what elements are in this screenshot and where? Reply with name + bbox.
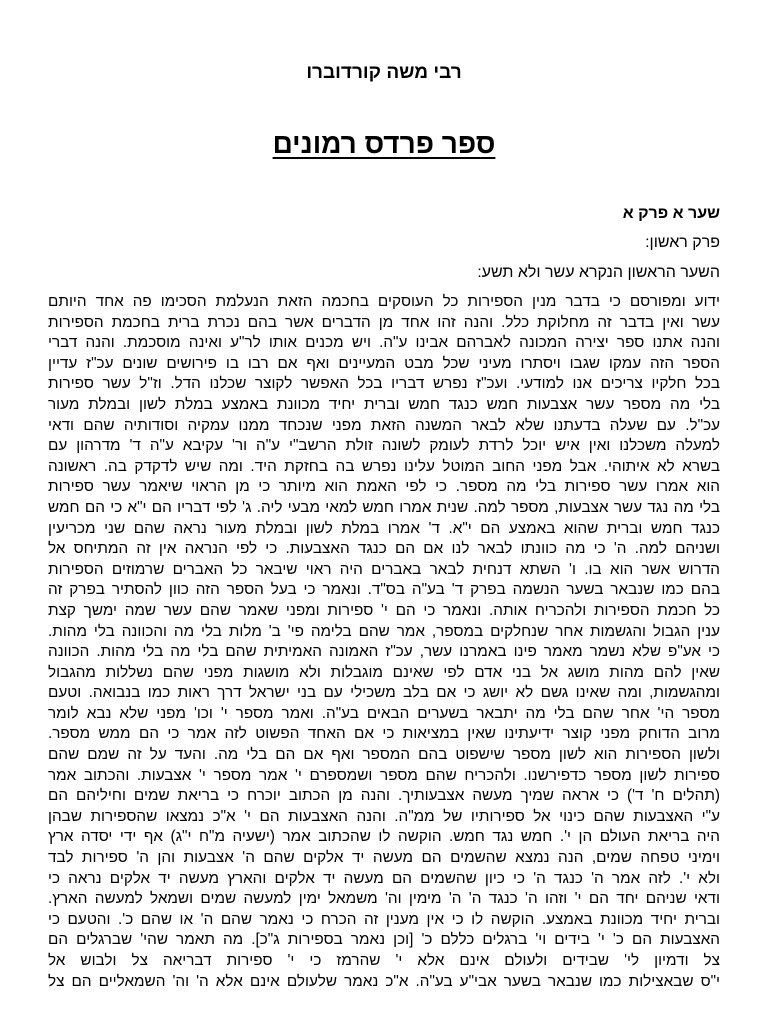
body-line: בלי מה מספר עשר אצבעות חמש כנגד חמש וברית יחיד מכוונת באמצע במלת לשון ובמלת מעור bbox=[48, 395, 720, 413]
body-line: למעלה משכלנו ואין איש יוכל לרדת לעומק לשונה זולת הרשב"י ע"ה ור' עקיבא ע"ה ד' מדרהון עם bbox=[48, 437, 720, 455]
body-line: כנגד חמש וברית שהוא באמצע הם י"א. ד' אמרו במלת לשון ובמלת מעור נראה שהם שני מכריעין bbox=[48, 519, 720, 537]
body-line: הדרוש אשר הוא בו. ו' השתא דנחית לבאר באברים היה ראוי שיבאר כל האברים שרמוזים הספירות bbox=[48, 560, 720, 578]
body-line: הספר הזה עמקו שגבו ויסתרו מעיני שכל מבט המעיינים ואף אם רבו בו פירושים שונים עכ"ז עדיין bbox=[48, 354, 720, 372]
body-line: ענין הגבול והגשמות אחר שנחלקים במספר, אמר שהם בלימה פי' ב' מלות בלי מה והכוונה בלי מהות. bbox=[48, 622, 720, 640]
body-paragraph bbox=[48, 292, 720, 992]
body-line: ידוע ומפורסם כי בדבר מנין הספירות כל העוסקים בחכמה הזאת הנעלמת הסכימו פה אחד היותם bbox=[48, 293, 720, 310]
body-line: ודאי שניהם יחד הם י' וזהו ה' כנגד ה' ה' מימין וה' משמאל ימין למעשה שמים ושמאל למעשה הארץ. bbox=[48, 890, 720, 908]
body-line: וברית יחיד מכוונת באמצע. הוקשה לו כי אין מענין זה הכרח כי נאמר שהם ה' או שהם כ'. והטעם כי bbox=[48, 910, 720, 928]
book-title: ספר פרדס רמונים bbox=[272, 128, 496, 159]
body-line: בלי מה נגד עשר אצבעות, מספר למה. שנית אמרו חמש למאי מבעי ליה. ג' לפי דבריו הם י"א כי הם חמש bbox=[48, 498, 720, 516]
body-line: בהם כמו שנבאר בשער הנשמה בפרק ד' בע"ה בס"ד. ונאמר כי בעל הספר הזה כוון להסתיר בפרק זה bbox=[48, 581, 720, 599]
body-line: וימיני טפחה שמים, הנה נמצא שהשמים הם מעשה יד אלקים שהם ה' אצבעות והן ה' ספירות לבד bbox=[48, 849, 720, 867]
gate-heading: שער א פרק א bbox=[622, 205, 720, 222]
chapter-label: פרק ראשון: bbox=[645, 234, 720, 251]
body-line: (תהלים ח' ד') כי אראה שמיך מעשה אצבעותיך. והנה מן הכתוב יוכרח כי בריאת שמים וחיליהם הם bbox=[48, 787, 720, 805]
body-line: שאין להם מהות מושג אל בני אדם לפי שאינם מוגבלות ולא מושגות מפני שהם נשללות מהגבול bbox=[48, 663, 720, 681]
body-line: עשר ואין בדבר זה מחלוקת כלל. והנה זהו אחד מן הדברים אשר בהם נכרת ברית בחכמת הספירות bbox=[48, 313, 720, 331]
body-line: ולא י'. לזה אמר ה' כנגד ה' כי כיון שהשמים הם מעשה יד אלקים והארץ מעשה יד אלקים נראה כי bbox=[48, 869, 720, 887]
body-line: היה בריאת העולם הן י'. חמש נגד חמש. הוקשה לו שהכתוב אמר (ישעיה מ"ח י"ג) אף ידי יסדה ארץ bbox=[48, 828, 720, 846]
body-line: הוא אמרו עשר ספירות בלי מה מספר. כי לפי האמת הוא מיותר כי מן הראוי שיאמר עשר ספירות bbox=[48, 478, 720, 496]
body-line: עכ"ל. עם שעלה בדעתנו שלא לבאר המשנה הזאת מפני שנכחד ממנו עמקיה וסודותיה שהם ודאי bbox=[48, 416, 720, 434]
author-heading: רבי משה קורדוברו bbox=[306, 62, 462, 83]
body-line: בכל חלקיו צריכים אנו למודעי. ועכ"ז נפרש דבריו בכל האפשר לקוצר שכלנו הדל. וז"ל עשר ספירות bbox=[48, 375, 720, 393]
body-line: והנה אתנו ספר יצירה המכונה לאברהם אבינו ע"ה. ויש מכנים אותו לר"ע ואינה מוסכמת. והנה דברי bbox=[48, 334, 720, 352]
body-line: מרוב הדוחק מפני קוצר ידיעתינו שאין במציאות כי אם האחד הפשוט לזה אמר כי הם ממש מספר. bbox=[48, 725, 720, 743]
body-line: י"ס שבאצילות כמו שנבאר בשער אבי"ע בע"ה. א"כ נאמר שלעולם אינם אלא ה' וה' השמאליים הם צל bbox=[48, 972, 720, 990]
body-line: בשרא לא איתוהי. אבל מפני החוב המוטל עלינו נפרש בה בחזקת היד. ומה שיש לדקדק בה. ראשונה bbox=[48, 457, 720, 475]
body-line: כי אע"פ שלא נשמר מאמר פינו באמרנו עשר, עכ"ז האמונה האמיתית שהם בלי מה בלי מהות. הכוונה bbox=[48, 643, 720, 661]
body-line: ושניהם למה. ה' כי מה כוונתו לבאר לנו אם הם כנגד האצבעות. כי לפי הנראה אין זה המתיחס אל bbox=[48, 540, 720, 558]
body-line: האצבעות הם כ' י' בידים וי' ברגלים כללם כ' [וכן נאמר בספירות ג"כ]. מה תאמר שהי' שברגלים הם bbox=[48, 931, 720, 949]
body-line: ומהגשמות, ומה שאינו גשם לא יושג כי אם בלב משכילי עם בני ישראל דרך ראות כמו בנבואה. וטעם bbox=[48, 684, 720, 702]
gate-intro: השער הראשון הנקרא עשר ולא תשע: bbox=[477, 264, 720, 281]
gate-section bbox=[48, 202, 720, 992]
body-line: מספר הי' אחר שהם בלי מה יתבאר בשערים הבאים בע"ה. ואמר מספר י' וכו' מפני שלא נבא לומר bbox=[48, 704, 720, 722]
body-line: ע"י האצבעות שהם כינוי אל ספירותיו של ממ"ה. והנה האצבעות הם י' א"כ נמצאו שהספירות שבהן bbox=[48, 807, 720, 825]
body-line: צל ודמיון לי' שבידים ולעולם אינם אלא י' שהרמז כי י' ספירות דבריאה צל ולבוש אל bbox=[48, 952, 720, 969]
body-line: ספירות לשון מספר כדפירשנו. ולהכריח שהם מספר ושמספרם י' אמר מספר י' אצבעות. והכתוב אמר bbox=[48, 766, 720, 784]
body-line: ולשון הספירות הוא לשון מספר שישפוט בהם המספר ואף אם הם בלי מה. והעד על זה שמם שהם bbox=[48, 746, 720, 764]
body-line: כל חכמת הספירות ולהכריח אותה. ונאמר כי הם י' ספירות ומפני שאמר שהם עשר שמה ימשך קצת bbox=[48, 601, 720, 619]
